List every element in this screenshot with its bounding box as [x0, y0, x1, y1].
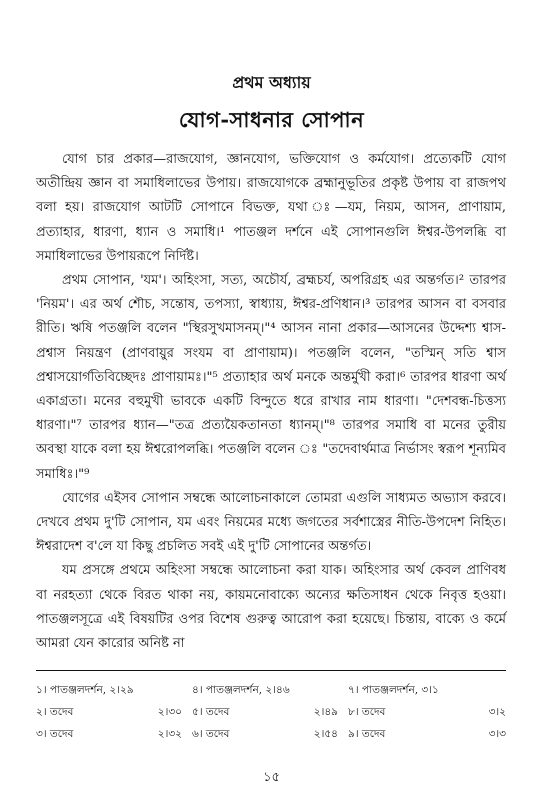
footnote: ৩। তদেব ২।৩২: [36, 728, 182, 740]
paragraph: যোগ চার প্রকার—রাজযোগ, জ্ঞানযোগ, ভক্তিযোগ ও কর্মযোগ। প্রত্যেকটি যোগ অতীন্দ্রিয় জ্ঞান বা সমাধিলাভের উপায়। রাজযোগকে ব্রহ্মানুভূতির প্রকৃষ্ট উপায় বা রাজপথ বলা হয়। রাজযোগ আটটি সোপানে বিভক্ত, যথা ঃ—যম, নিয়ম, আসন, প্রাণায়াম, প্রত্যাহার, ধারণা, ধ্যান ও সমাধি।¹ পাতঞ্জল দর্শনে এই সোপানগুলি ঈশ্বর-উপলব্ধি বা সমাধিলাভের উপায়রূপে নির্দিষ্ট।: [36, 152, 506, 264]
chapter-heading: প্রথম অধ্যায়: [232, 73, 311, 92]
footnote: ৪। পাতঞ্জলদর্শন, ২।৪৬: [192, 684, 290, 696]
footnote: ২। তদেব ২।৩০: [36, 706, 182, 718]
footnote: ৮। তদেব ৩।২: [348, 706, 506, 718]
footnote: ৬। তদেব ২।৫৪: [192, 728, 338, 740]
footnote: ৯। তদেব ৩।৩: [348, 728, 506, 740]
paragraph: যম প্রসঙ্গে প্রথমে অহিংসা সম্বন্ধে আলোচনা করা যাক। অহিংসার অর্থ কেবল প্রাণিবধ বা নরহত্যা থেকে বিরত থাকা নয়, কায়মনোবাক্যে অন্যের ক্ষতিসাধন থেকে নিবৃত্ত হওয়া। পাতঞ্জলসূত্রে এই বিষয়টির ওপর বিশেষ গুরুত্ব আরোপ করা হয়েছে। চিন্তায়, বাক্যে ও কর্মে আমরা যেন কারোর অনিষ্ট না: [36, 563, 506, 652]
footnote: ৭। পাতঞ্জলদর্শন, ৩।১: [348, 684, 439, 696]
section-title: যোগ-সাধনার সোপান: [178, 107, 365, 132]
page-number: ১৫: [263, 770, 280, 785]
footnotes: [36, 670, 506, 745]
footnote: ৫। তদেব ২।৪৯: [192, 706, 338, 718]
footnote-row: [36, 723, 506, 745]
body-text: [36, 148, 506, 656]
footnote-row: [36, 701, 506, 723]
footnote-row: [36, 679, 506, 701]
paragraph: যোগের এইসব সোপান সম্বন্ধে আলোচনাকালে তোমরা এগুলি সাধ্যমত অভ্যাস করবে। দেখবে প্রথম দু'টি সোপান, যম এবং নিয়মের মধ্যে জগতের সর্বশাস্ত্রের নীতি-উপদেশ নিহিত। ঈশ্বরাদেশ ব'লে যা কিছু প্রচলিত সবই এই দু'টি সোপানের অন্তর্গত।: [36, 490, 506, 555]
footnote: ১। পাতঞ্জলদর্শন, ২।২৯: [36, 684, 134, 696]
paragraph: প্রথম সোপান, 'যম'। অহিংসা, সত্য, অচৌর্য, ব্রহ্মচর্য, অপরিগ্রহ এর অন্তর্গত।² তারপর 'নিয়ম'। এর অর্থ শৌচ, সন্তোষ, তপস্যা, স্বাধ্যায়, ঈশ্বর-প্রণিধান।³ তারপর আসন বা বসবার রীতি। ঋষি পতঞ্জলি বলেন "স্থিরসুখমাসনম্‌।"⁴ আসন নানা প্রকার—আসনের উদ্দেশ্য শ্বাস-প্রশ্বাস নিয়ন্ত্রণ (প্রাণবায়ুর সংযম বা প্রাণায়াম)। পতঞ্জলি বলেন, "তস্মিন্‌ সতি শ্বাস প্রশ্বাসয়োর্গতিবিচ্ছেদঃ প্রাণায়ামঃ।"⁵ প্রত্যাহার অর্থ মনকে অন্তর্মুখী করা।⁶ তারপর ধারণা অর্থ একাগ্রতা। মনের বহুমুখী ভাবকে একটি বিন্দুতে ধরে রাখার নাম ধারণা। "দেশবন্ধ-চিত্তস্য ধারণা।"⁷ তারপর ধ্যান—"তত্র প্রত্যয়ৈকতানতা ধ্যানম্‌।"⁸ তারপর সমাধি বা মনের তুরীয় অবস্থা যাকে বলা হয় ঈশ্বরোপলব্ধি। পতঞ্জলি বলেন ঃ "তদেবার্থমাত্র নির্ভাসং স্বরূপ শূন্যমিব সমাধিঃ।"⁹: [36, 273, 506, 482]
